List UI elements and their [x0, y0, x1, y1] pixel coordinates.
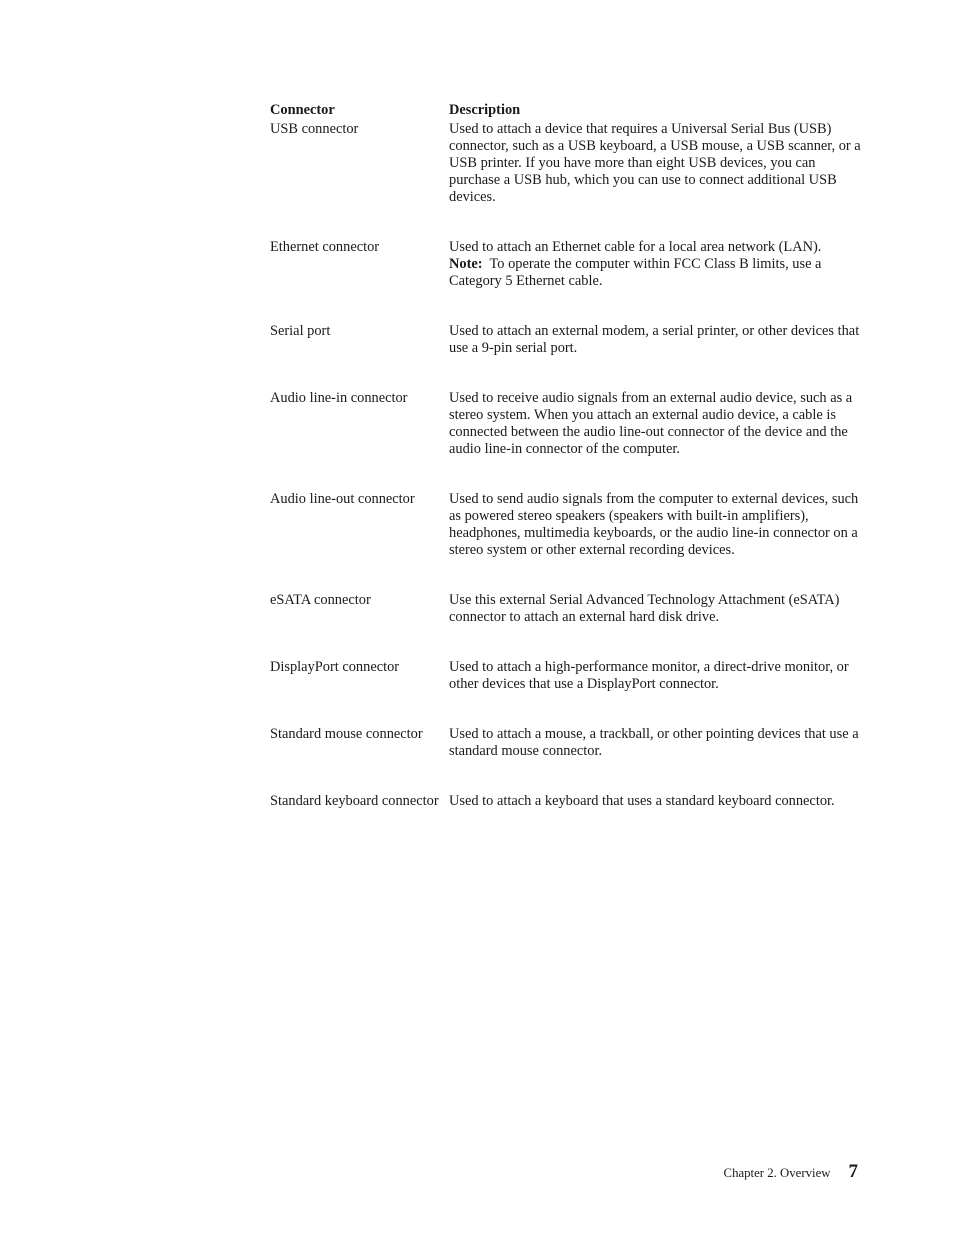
- table-row: [270, 239, 870, 290]
- table-row: [270, 390, 870, 458]
- connector-name: Standard keyboard connector: [270, 793, 439, 809]
- connector-name: Ethernet connector: [270, 239, 380, 255]
- note-label: Note:: [449, 256, 483, 272]
- connector-description: Used to attach an Ethernet cable for a local area network (LAN).: [449, 239, 822, 255]
- table-row: [270, 121, 870, 206]
- column-header-connector: Connector: [270, 102, 335, 118]
- connector-table: [270, 102, 870, 843]
- table-row: [270, 659, 870, 693]
- connector-name: Standard mouse connector: [270, 726, 423, 742]
- note-text: To operate the computer within FCC Class B limits, use a Category 5 Ethernet cable.: [449, 256, 822, 289]
- connector-name: Serial port: [270, 323, 331, 339]
- connector-name: Audio line-out connector: [270, 491, 415, 507]
- connector-description: Used to attach a mouse, a trackball, or other pointing devices that use a standard mouse connector.: [449, 726, 859, 759]
- connector-name: Audio line-in connector: [270, 390, 408, 406]
- table-row: [270, 592, 870, 626]
- connector-name: USB connector: [270, 121, 359, 137]
- connector-description: Used to receive audio signals from an external audio device, such as a stereo system. When you attach an external audio device, a cable is connected between the audio line-out connector of the device and the audio line-in connector of the computer.: [449, 390, 853, 457]
- connector-description: Used to send audio signals from the computer to external devices, such as powered stereo speakers (speakers with built-in amplifiers), headphones, multimedia keyboards, or the audio line-in connector on a stereo system or other external recording devices.: [449, 491, 859, 558]
- column-header-description: Description: [449, 102, 521, 118]
- table-row: [270, 491, 870, 559]
- table-row: [270, 726, 870, 760]
- table-header-row: [270, 102, 870, 119]
- note: [449, 256, 870, 290]
- connector-description: Used to attach a keyboard that uses a standard keyboard connector.: [449, 793, 835, 809]
- connector-description: Used to attach a device that requires a Universal Serial Bus (USB) connector, such as a USB keyboard, a USB mouse, a USB scanner, or a USB printer. If you have more than eight USB devices, you can purchase a USB hub, which you can use to connect additional USB devices.: [449, 121, 861, 205]
- table-row: [270, 793, 870, 810]
- connector-description-block: [449, 239, 870, 290]
- table-row: [270, 323, 870, 357]
- connector-description: Use this external Serial Advanced Technology Attachment (eSATA) connector to attach an external hard disk drive.: [449, 592, 840, 625]
- connector-description: Used to attach an external modem, a serial printer, or other devices that use a 9-pin serial port.: [449, 323, 860, 356]
- connector-name: eSATA connector: [270, 592, 371, 608]
- page-footer: [724, 1161, 858, 1183]
- connector-name: DisplayPort connector: [270, 659, 400, 675]
- chapter-title: Chapter 2. Overview: [723, 1166, 831, 1180]
- page-number: 7: [848, 1161, 858, 1182]
- connector-description: Used to attach a high-performance monitor, a direct-drive monitor, or other devices that use a DisplayPort connector.: [449, 659, 849, 692]
